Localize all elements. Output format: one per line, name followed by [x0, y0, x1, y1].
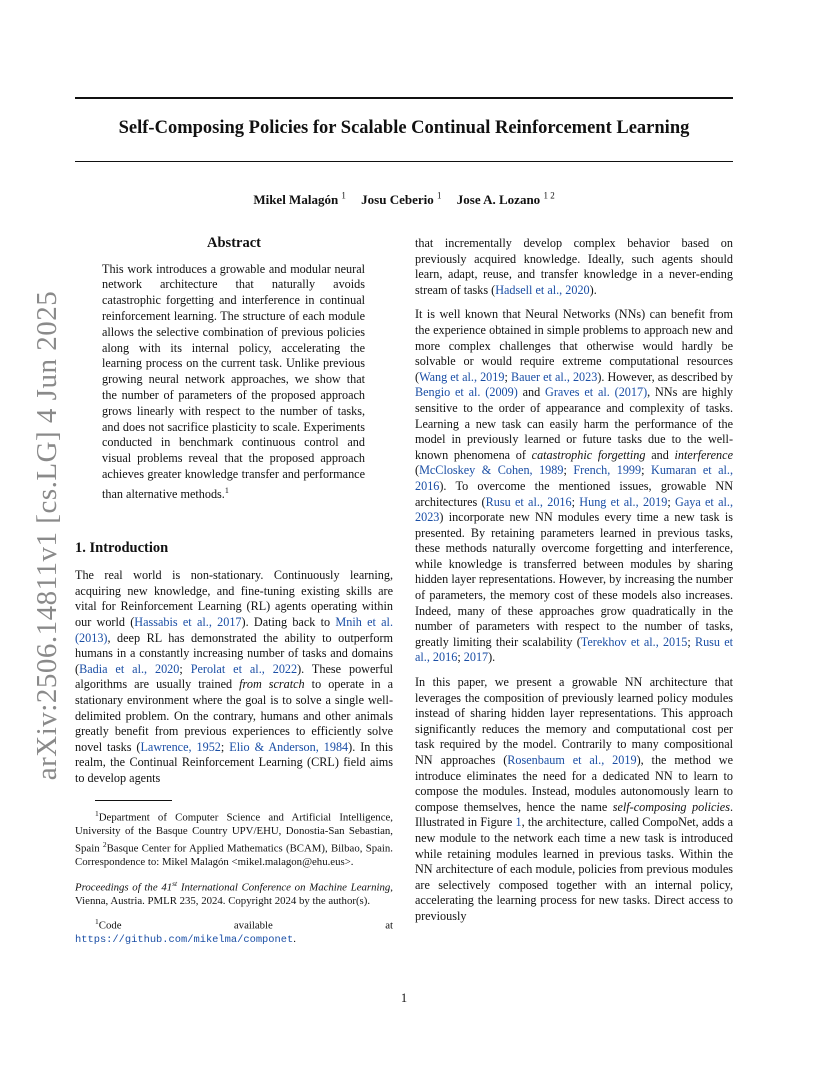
- footnote-text: Basque Center for Applied Mathematics (BCAM), Bilbao, Spain. Correspondence to: Mikel Malagón <mikel.malagon@ehu.eus>.: [75, 842, 393, 868]
- citation-link[interactable]: French, 1999: [573, 463, 642, 478]
- proceedings-text: Proceedings of the: [75, 881, 162, 894]
- title-rule-bottom: [75, 161, 733, 162]
- citation-link[interactable]: Kumaran et al., 2016: [415, 463, 734, 493]
- footnote-text: Code available at: [98, 919, 393, 932]
- text-run: ;: [687, 634, 695, 649]
- footnote-mark: 2: [102, 839, 107, 849]
- author-name: Josu Ceberio: [361, 192, 434, 208]
- text-run: ). In this realm, the Continual Reinforcement Learning (CRL) field aims to develop agents: [75, 739, 393, 785]
- text-run: ;: [563, 463, 574, 478]
- right-column: [415, 236, 733, 934]
- text-run: and: [517, 385, 546, 400]
- citation-link[interactable]: Perolat et al., 2022: [190, 661, 298, 676]
- arxiv-stamp-text: arXiv:2506.14811v1 [cs.LG] 4 Jun 2025: [31, 290, 64, 780]
- abstract-text: This work introduces a growable and modular neural network architecture that naturally avoids catastrophic forgetting and interference in continual reinforcement learning. The structure of each module allows the selective combination of previous policies along with its internal policy, accelerating the learning process on the current task. Unlike previous growing neural network approaches, we show that the number of parameters of the proposed approach grows linearly with respect to the number of tasks, and does not sacrifice plasticity to scale. Experiments conducted in benchmark continuous control and visual problems reveal that the proposed approach achieves greater knowledge transfer and performance than alternative methods.: [102, 261, 365, 501]
- text-run: ). Dating back to: [241, 614, 336, 629]
- citation-link[interactable]: Rosenbaum et al., 2019: [507, 753, 637, 767]
- text-run: In this paper, we present a growable NN architecture that leverages the composition of previously learned policy modules instead of sharing hidden layer representations. This approach significantly reduces the memory and computational cost per task required by the model. Contrarily to many compositional NN approaches (: [415, 675, 733, 767]
- text-run: ;: [667, 494, 676, 509]
- citation-link[interactable]: Mnih et al. (2013): [75, 614, 393, 645]
- citation-link[interactable]: Hassabis et al., 2017: [134, 614, 242, 629]
- citation-link[interactable]: Wang et al., 2019: [419, 369, 505, 384]
- footnote-affiliation: [75, 807, 393, 870]
- text-run: ). To overcome the mentioned issues, growable NN architectures (: [415, 478, 733, 509]
- author-2: [361, 192, 441, 207]
- citation-link[interactable]: Terekhov et al., 2015: [580, 634, 688, 649]
- figure-ref-link[interactable]: 1: [515, 815, 522, 830]
- paper-title: Self-Composing Policies for Scalable Continual Reinforcement Learning: [118, 118, 690, 138]
- citation-link[interactable]: Badia et al., 2020: [79, 661, 180, 676]
- citation-link[interactable]: Rusu et al., 2016: [485, 494, 572, 509]
- page-number: 1: [400, 991, 408, 1005]
- emphasis: from scratch: [239, 677, 305, 692]
- text-run: , the architecture, called CompoNet, adds a new module to the network each time a new task is introduced while retaining modules learned in previous tasks. Within the NN architecture of each module, policies from previous modules are selectively composed together with an internal policy, accelerating the learning process for new tasks. Direct access to previously: [415, 815, 733, 923]
- author-3: [457, 192, 555, 207]
- footnote-text: Department of Computer Science and Artificial Intelligence, University of the Basque Country UPV/EHU, Donostia-San Sebastian, Spain: [75, 811, 393, 855]
- text-run: The real world is non-stationary. Continuously learning, acquiring new knowledge, and fine-tuning existing skills are vital for Reinforcement Learning (RL) agents operating within our world (: [75, 568, 393, 629]
- citation-link[interactable]: Gaya et al., 2023: [415, 494, 733, 525]
- right-paragraph-2: [415, 307, 733, 666]
- citation-link[interactable]: Bengio et al. (2009): [415, 385, 518, 400]
- text-run: ).: [589, 282, 597, 297]
- footnote-mark: 1: [95, 808, 99, 818]
- citation-link[interactable]: Rusu et al., 2016: [415, 634, 734, 665]
- abstract-heading: Abstract: [207, 235, 261, 251]
- emphasis: catastrophic forgetting: [531, 447, 646, 462]
- proceedings-text: International Conference on Machine Learning: [177, 881, 391, 894]
- text-run: ;: [504, 369, 511, 384]
- citation-link[interactable]: Lawrence, 1952: [140, 739, 221, 754]
- footnote-mark: 1: [224, 485, 229, 495]
- text-run: , deep RL has demonstrated the ability to outperform humans in a constantly increasing number of tasks and domains (: [75, 630, 393, 676]
- author-affil: 1: [341, 191, 346, 201]
- author-affil: 1: [437, 191, 442, 201]
- text-run: and: [645, 447, 675, 462]
- text-run: , NNs are highly sensitive to the order of appearance and complexity of tasks. Learning a new task can easily harm the performance of the model in previously learned or future tasks due to the well-known phenomena of: [415, 385, 733, 462]
- citation-link[interactable]: Hadsell et al., 2020: [495, 282, 590, 297]
- text-run: that incrementally develop complex behavior based on previously acquired knowledge. Ideally, such agents should learn, adapt, reuse, and transfer knowledge in a never-ending stream of tasks (: [415, 236, 733, 297]
- right-paragraph-3: [415, 675, 733, 925]
- text-run: ). However, as described by: [597, 369, 733, 384]
- citation-link[interactable]: 2017: [463, 650, 489, 665]
- emphasis: interference: [674, 447, 733, 462]
- right-paragraph-continuation: [415, 236, 733, 298]
- text-run: to operate in a stationary environment where the goal is to solve a single well-delimited problem. On the contrary, humans and other animals greatly benefit from previous experiences to efficiently solve novel tasks (: [75, 677, 393, 754]
- footnote-code: [75, 915, 393, 947]
- citation-link[interactable]: Hung et al., 2019: [579, 494, 668, 509]
- text-run: ;: [220, 739, 230, 754]
- text-run: ) incorporate new NN modules every time a new task is presented. By retaining parameters learned in previous tasks, these methods naturally overcome forgetting and interference, while knowledge is transferred between modules by sharing hidden layer representations. However, by increasing the number of parameters, the memory cost of these models also increases. Indeed, many of these approaches grow quadratically in the number of parameters with respect to the number of tasks, greatly limiting their scalability (: [415, 510, 733, 649]
- text-run: ).: [488, 650, 496, 665]
- text-run: ;: [179, 661, 191, 676]
- author-1: [253, 192, 346, 207]
- section-heading-introduction: 1. Introduction: [75, 539, 169, 556]
- author-list: [75, 191, 733, 208]
- arxiv-stamp: [20, 290, 76, 780]
- abstract-body: [102, 262, 365, 503]
- proceedings-ordinal: st: [172, 879, 178, 889]
- author-name: Mikel Malagón: [253, 192, 339, 208]
- citation-link[interactable]: McCloskey & Cohen, 1989: [419, 463, 564, 478]
- proceedings-number: 41: [161, 881, 173, 894]
- author-name: Jose A. Lozano: [456, 192, 541, 208]
- citation-link[interactable]: Graves et al. (2017): [545, 385, 648, 400]
- text-run: ;: [571, 494, 580, 509]
- author-affil: 1 2: [543, 191, 555, 201]
- footnote-rule: [95, 800, 172, 801]
- citation-link[interactable]: Bauer et al., 2023: [510, 369, 598, 384]
- footnote-mark: 1: [95, 916, 99, 926]
- text-run: ), the method we introduce eliminates the need for a dedicated NN to learn to compose the modules. Instead, modules autonomously learn to compose themselves, hence the name: [415, 753, 734, 814]
- title-rule-top: [75, 97, 733, 99]
- code-url-link[interactable]: https://github.com/mikelma/componet: [75, 933, 294, 946]
- text-run: ). These powerful algorithms are usually trained: [75, 661, 393, 692]
- text-run: It is well known that Neural Networks (NNs) can benefit from the experience obtained in simple problems to approach new and more complex challenges that otherwise would hardly be solvable or would require extreme computational resources (: [415, 307, 733, 384]
- intro-paragraph-1: [75, 568, 393, 786]
- text-run: (: [415, 463, 420, 478]
- left-column: [75, 236, 393, 955]
- text-run: . Illustrated in Figure: [415, 799, 733, 830]
- proceedings-text: , Vienna, Austria. PMLR 235, 2024. Copyright 2024 by the author(s).: [75, 881, 393, 908]
- proceedings-note: [75, 877, 393, 908]
- footnote-text: .: [293, 932, 296, 945]
- citation-link[interactable]: Elio & Anderson, 1984: [229, 739, 349, 754]
- text-run: ;: [457, 650, 464, 665]
- text-run: ;: [641, 463, 652, 478]
- emphasis: self-composing policies: [612, 799, 730, 814]
